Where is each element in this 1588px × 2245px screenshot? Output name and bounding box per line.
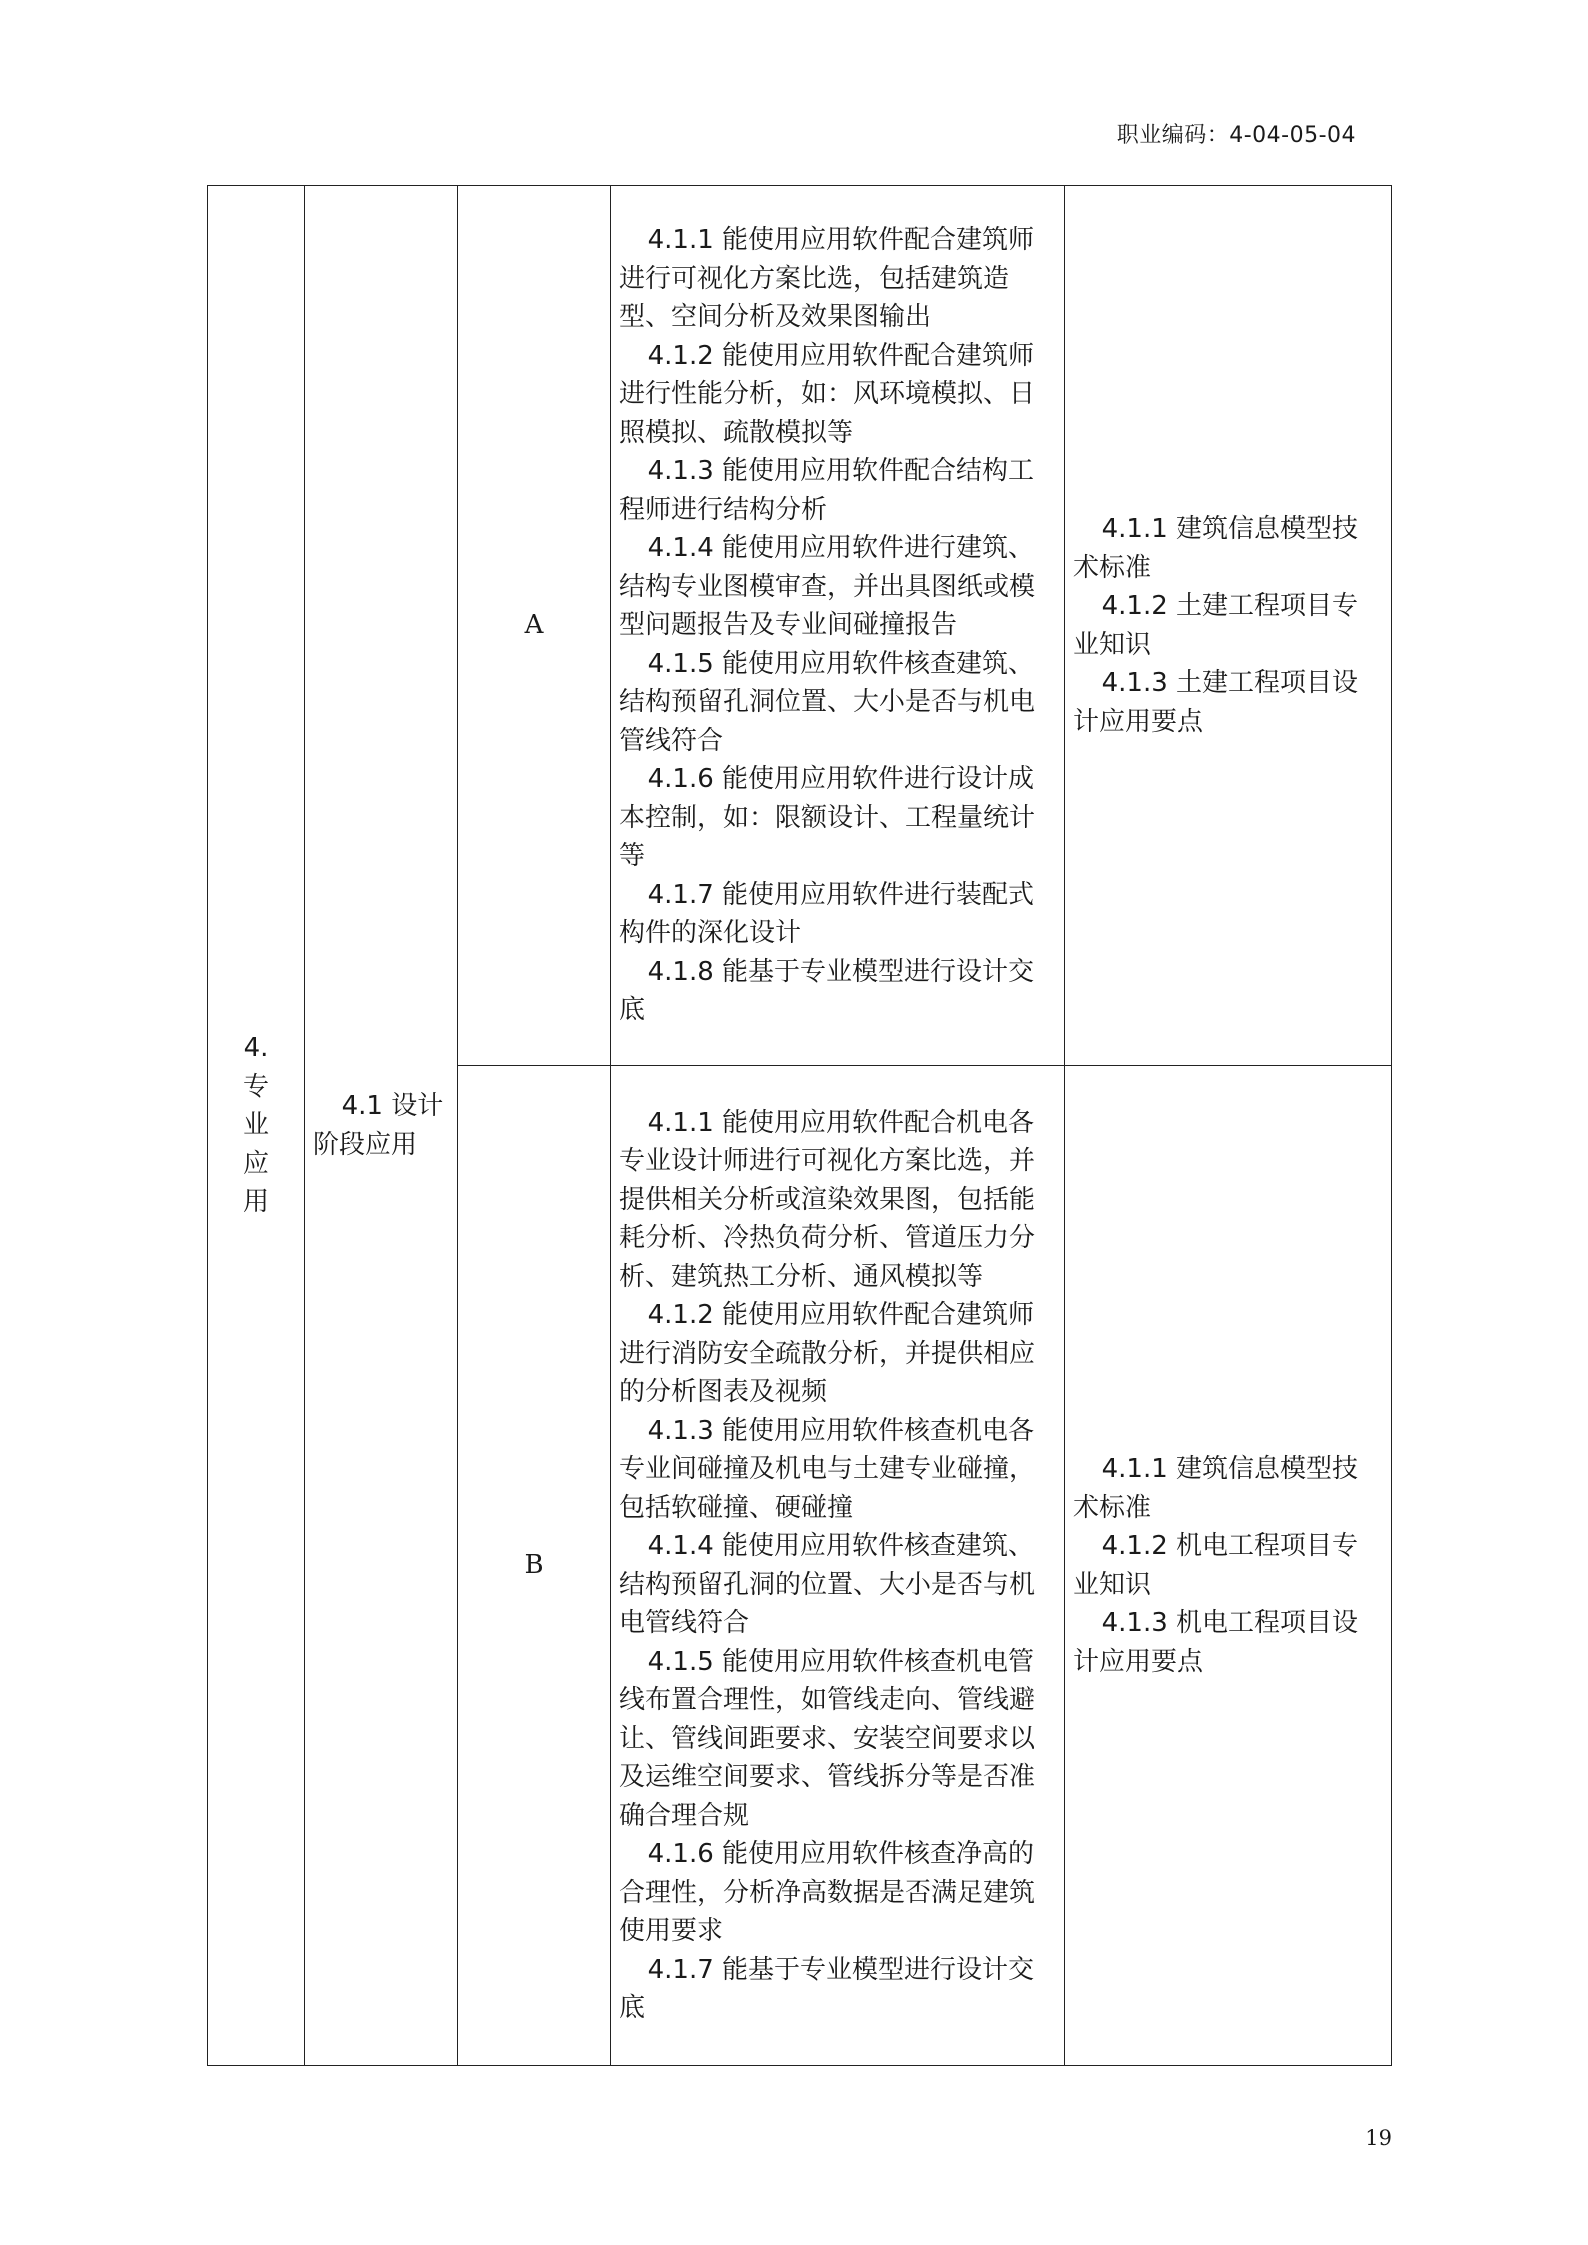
skills-cell — [611, 186, 1065, 1066]
skill-item: 4.1.8 能基于专业模型进行设计交底 — [619, 956, 1035, 1026]
skill-item: 4.1.2 能使用应用软件配合建筑师进行消防安全疏散分析，并提供相应的分析图表及视频 — [619, 1300, 1036, 1407]
work-content-cell — [305, 186, 458, 2066]
skill-item: 4.1.3 能使用应用软件配合结构工程师进行结构分析 — [619, 456, 1035, 525]
knowledge-item: 4.1.2 机电工程项目专业知识 — [1073, 1531, 1359, 1600]
skill-item: 4.1.2 能使用应用软件配合建筑师进行性能分析，如：风环境模拟、日照模拟、疏散模拟等 — [619, 340, 1036, 448]
knowledge-item: 4.1.3 机电工程项目设计应用要点 — [1073, 1608, 1359, 1677]
knowledge-item: 4.1.1 建筑信息模型技术标准 — [1073, 1454, 1359, 1523]
skill-item: 4.1.7 能使用应用软件进行装配式构件的深化设计 — [619, 879, 1035, 949]
function-char: 业 — [242, 1110, 269, 1141]
knowledge-cell — [1065, 1066, 1392, 2066]
skill-item: 4.1.6 能使用应用软件核查净高的合理性，分析净高数据是否满足建筑使用要求 — [619, 1839, 1036, 1946]
function-number: 4. — [243, 1033, 269, 1064]
skill-item: 4.1.1 能使用应用软件配合机电各专业设计师进行可视化方案比选，并提供相关分析或渲染效果图，包括能耗分析、冷热负荷分析、管道压力分析、建筑热工分析、通风模拟等 — [619, 1107, 1036, 1292]
function-cell — [208, 186, 305, 2066]
function-char: 用 — [242, 1187, 269, 1218]
function-char: 专 — [242, 1071, 269, 1102]
occupation-code: 职业编码：4-04-05-04 — [1116, 123, 1356, 148]
skill-item: 4.1.3 能使用应用软件核查机电各专业间碰撞及机电与土建专业碰撞，包括软碰撞、硬碰撞 — [619, 1415, 1036, 1523]
page-number: 19 — [1365, 2126, 1392, 2150]
knowledge-item: 4.1.2 土建工程项目专业知识 — [1073, 591, 1359, 660]
skill-item: 4.1.5 能使用应用软件核查建筑、结构预留孔洞位置、大小是否与机电管线符合 — [619, 648, 1036, 756]
function-char: 应 — [242, 1148, 269, 1179]
skill-item: 4.1.5 能使用应用软件核查机电管线布置合理性，如管线走向、管线避让、管线间距要求、安装空间要求以及运维空间要求、管线拆分等是否准确合理合规 — [619, 1646, 1036, 1831]
level-cell: A — [458, 186, 611, 1066]
skills-cell — [611, 1066, 1065, 2066]
skill-item: 4.1.4 能使用应用软件核查建筑、结构预留孔洞的位置、大小是否与机电管线符合 — [619, 1531, 1036, 1638]
skill-item: 4.1.1 能使用应用软件配合建筑师进行可视化方案比选，包括建筑造型、空间分析及效果图输出 — [619, 225, 1035, 333]
knowledge-item: 4.1.3 土建工程项目设计应用要点 — [1073, 668, 1359, 737]
skill-item: 4.1.7 能基于专业模型进行设计交底 — [619, 1954, 1035, 2023]
skill-item: 4.1.4 能使用应用软件进行建筑、结构专业图模审查，并出具图纸或模型问题报告及专业间碰撞报告 — [619, 533, 1036, 641]
level-cell: B — [458, 1066, 611, 2066]
knowledge-cell — [1065, 186, 1392, 1066]
work-content-text: 4.1 设计阶段应用 — [313, 1091, 444, 1160]
skill-requirements-table — [207, 185, 1392, 2066]
knowledge-item: 4.1.1 建筑信息模型技术标准 — [1073, 514, 1359, 583]
skill-item: 4.1.6 能使用应用软件进行设计成本控制，如：限额设计、工程量统计等 — [619, 764, 1036, 872]
table-row — [208, 186, 1392, 1066]
